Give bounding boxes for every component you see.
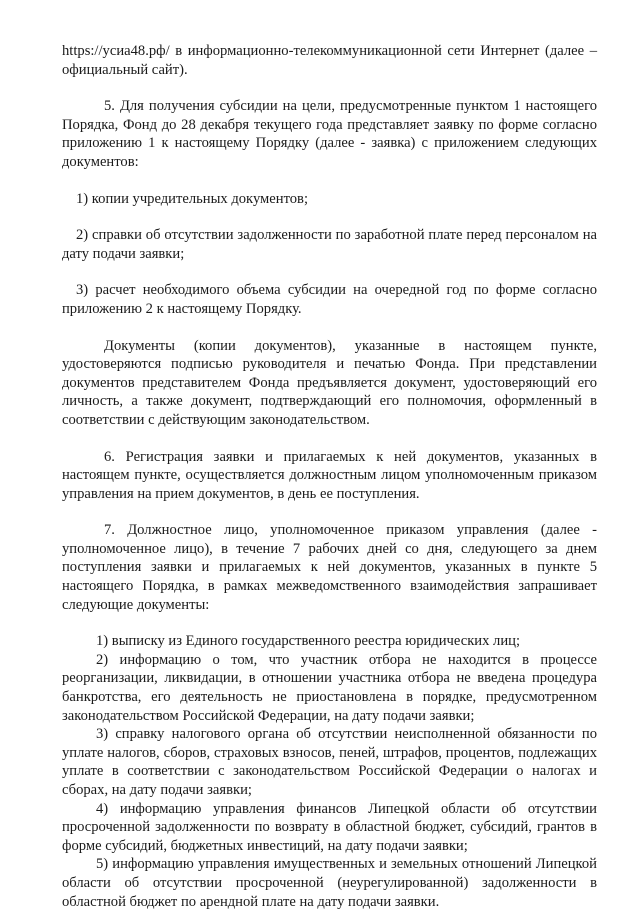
paragraph-7-item-4: 4) информацию управления финансов Липецкой области об отсутствии просроченной задолженности по возврату в областной бюджет, субсидий, грантов в форме субсидий, бюджетных инвестиций, на дату подачи заявки; (62, 800, 597, 854)
paragraph-5-item-2: 2) справки об отсутствии задолженности по заработной плате перед персоналом на дату подачи заявки; (62, 227, 597, 262)
paragraph-7-item-1: 1) выписку из Единого государственного реестра юридических лиц; (96, 633, 521, 650)
paragraph-7-item-2: 2) информацию о том, что участник отбора не находится в процессе реорганизации, ликвидации, в отношении участника отбора не введена процедура банкротства, его деятельность не приостановлена в порядке, предусмотренном законодательством Российской Федерации, на дату подачи заявки; (62, 651, 597, 724)
paragraph-7-item-5: 5) информацию управления имущественных и земельных отношений Липецкой области об отсутствии просроченной (неурегулированной) задолженности в областной бюджет по арендной плате на дату подачи заявки. (62, 856, 597, 910)
paragraph-documents: Документы (копии документов), указанные в настоящем пункте, удостоверяются подписью руководителя и печатью Фонда. При представлении документов представителем Фонда предъявляется документ, удостоверяющий его личность, а также документ, подтверждающий его полномочия, оформленный в соответствии с действующим законодательством. (62, 337, 597, 428)
paragraph-5-item-1: 1) копии учредительных документов; (76, 190, 308, 207)
document-page (62, 42, 597, 911)
paragraph-5: 5. Для получения субсидии на цели, предусмотренные пунктом 1 настоящего Порядка, Фонд до 28 декабря текущего года представляет заявку по форме согласно приложению 1 к настоящему Порядку (далее - заявка) с приложением следующих документов: (62, 98, 597, 170)
paragraph-6: 6. Регистрация заявки и прилагаемых к ней документов, указанных в настоящем пункте, осуществляется должностным лицом уполномоченным приказом управления на прием документов, в день ее поступления. (62, 448, 597, 502)
paragraph-intro: https://усиа48.рф/ в информационно-телекоммуникационной сети Интернет (далее – официальный сайт). (62, 43, 597, 78)
paragraph-5-item-3: 3) расчет необходимого объема субсидии на очередной год по форме согласно приложению 2 к настоящему Порядку. (62, 282, 597, 317)
paragraph-7-item-3: 3) справку налогового органа об отсутствии неисполненной обязанности по уплате налогов, сборов, страховых взносов, пеней, штрафов, процентов, подлежащих уплате в соответствии с законодательством Российской Федерации о налогах и сборах, на дату подачи заявки; (62, 726, 597, 798)
paragraph-7: 7. Должностное лицо, уполномоченное приказом управления (далее - уполномоченное лицо), в течение 7 рабочих дней со дня, следующего за днем поступления заявки и прилагаемых к ней документов, указанных в пункте 5 настоящего Порядка, в рамках межведомственного взаимодействия запрашивает следующие документы: (62, 522, 597, 613)
